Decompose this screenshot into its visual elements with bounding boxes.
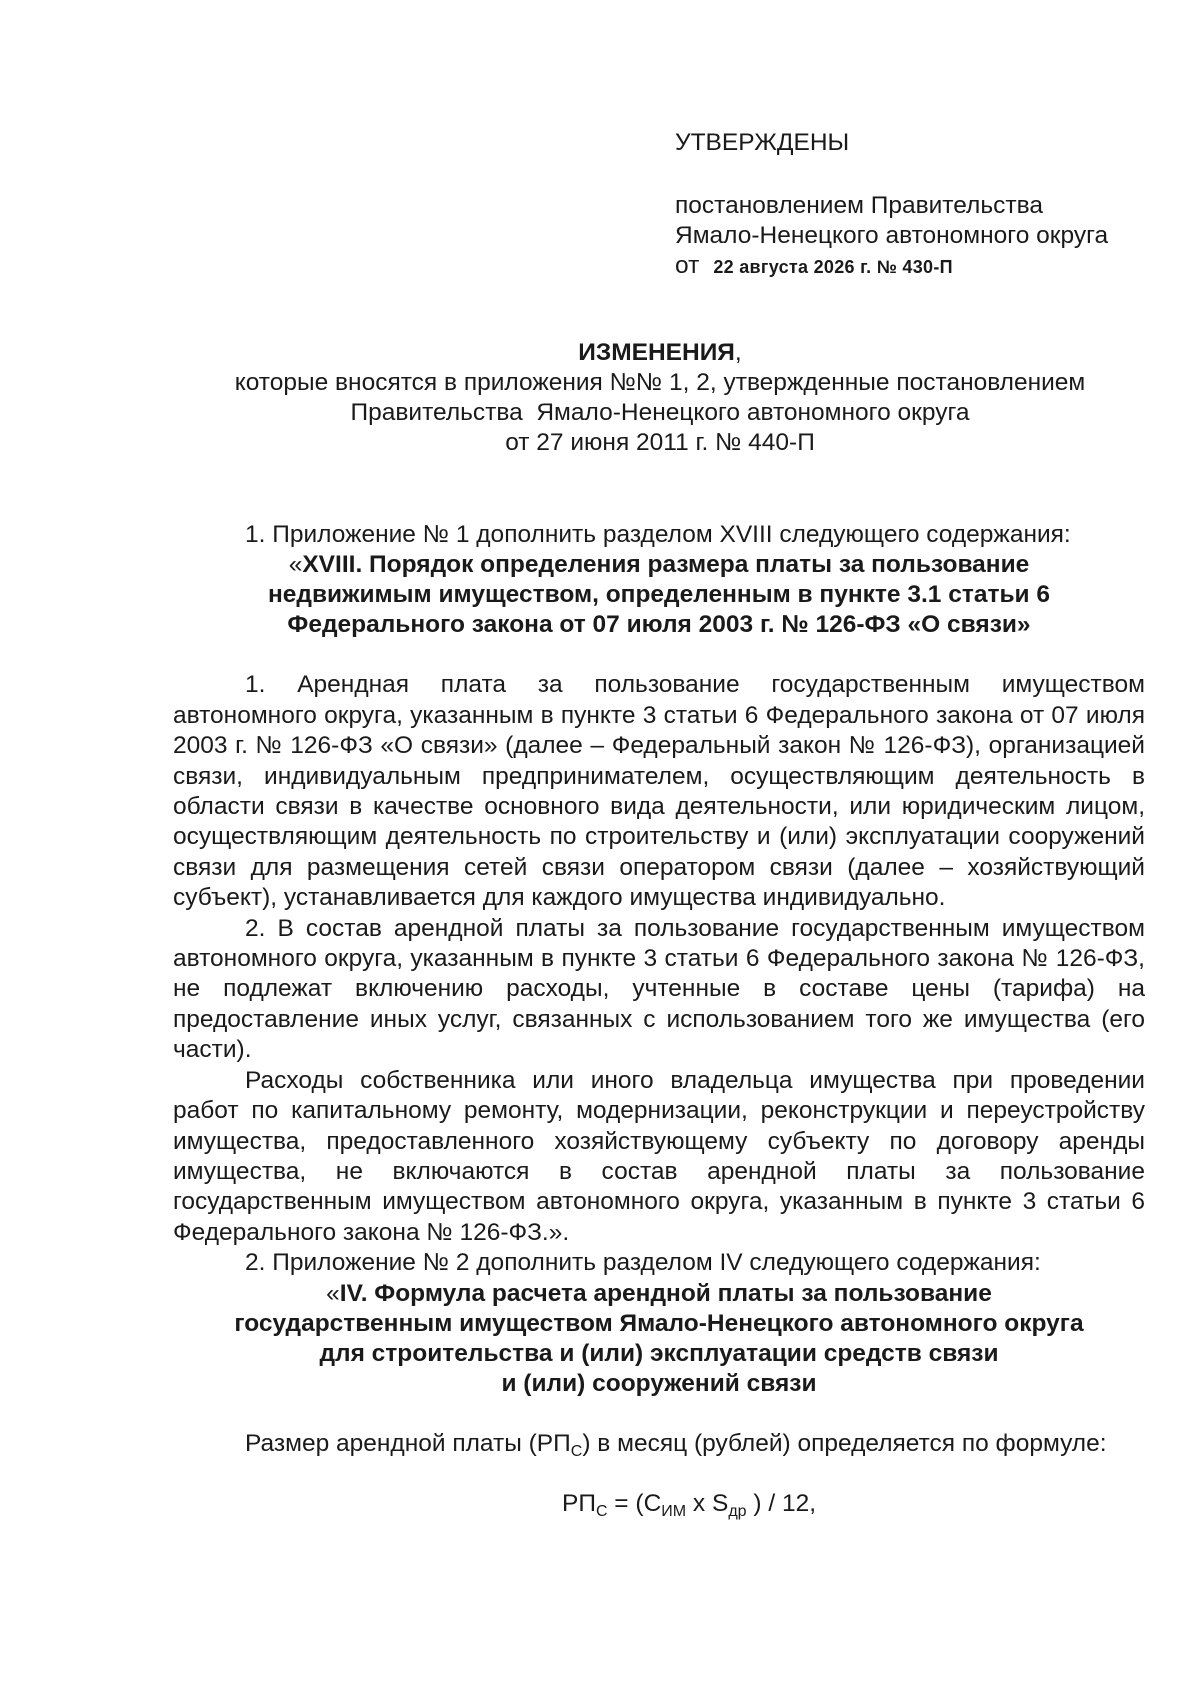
document-body [173, 520, 1145, 1519]
section-iv-heading-line-1-text: IV. Формула расчета арендной платы за пользование [339, 1279, 992, 1307]
item-2-paragraph-1 [173, 1429, 1145, 1459]
item-2-intro: 2. Приложение № 2 дополнить разделом IV следующего содержания: [245, 1249, 1041, 1277]
item-2-p1-sub: С [570, 1442, 583, 1460]
formula-eq: = (С [607, 1489, 662, 1517]
document-title-text: ИЗМЕНЕНИЯ [578, 339, 735, 366]
approval-date-prefix: от [675, 252, 700, 279]
section-xviii-heading-line-2: недвижимым имуществом, определенным в пункте 3.1 статьи 6 [267, 581, 1050, 609]
approval-line-2: Ямало-Ненецкого автономного округа [675, 222, 1109, 249]
approval-date-stamp: 22 августа 2026 г. № 430-П [713, 257, 953, 277]
approval-line-1: постановлением Правительства [675, 192, 1043, 219]
approval-date-line [675, 251, 1175, 282]
spacer [173, 640, 1145, 670]
formula-times: х S [686, 1489, 729, 1517]
rent-formula [173, 1489, 1145, 1519]
formula-c-sub: ИМ [661, 1502, 687, 1520]
title-subline-3: от 27 июня 2011 г. № 440-П [505, 429, 815, 456]
section-iv-heading-line-4: и (или) сооружений связи [501, 1369, 817, 1397]
document-title [165, 338, 1155, 368]
section-xviii-heading [173, 550, 1145, 640]
document-title-suffix: , [734, 339, 742, 366]
item-1-paragraph-3: Расходы собственника или иного владельца имущества при проведении работ по капитальному ремонту, модернизации, реконструкции и переустройству имущества, предоставленного хозяйствующему субъекту по договору аренды имущества, не включаются в состав арендной платы за пользование государственным имуществом автономного округа, указанным в пункте 3 статьи 6 Федерального закона № 126-ФЗ.». [173, 1066, 1145, 1246]
section-iv-heading-line-1 [173, 1279, 1145, 1309]
spacer [173, 1399, 1145, 1429]
section-xviii-heading-line-1-text: XVIII. Порядок определения размера платы за пользование [302, 551, 1030, 579]
title-block [165, 338, 1155, 458]
section-iv-heading-line-2: государственным имуществом Ямало-Ненецкого автономного округа [234, 1309, 1084, 1337]
section-iv-heading-line-3: для строительства и (или) эксплуатации средств связи [319, 1339, 999, 1367]
title-subline-1: которые вносятся в приложения №№ 1, 2, утвержденные постановлением [234, 369, 1086, 396]
section-iv-heading [173, 1279, 1145, 1399]
title-subline-2: Правительства Ямало-Ненецкого автономного округа [350, 399, 970, 426]
item-1-paragraph-2: 2. В состав арендной платы за пользование государственным имуществом автономного округа, указанным в пункте 3 статьи 6 Федерального закона № 126-ФЗ, не подлежат включению расходы, учтенные в составе цены (тарифа) на предоставление иных услуг, связанных с использованием того же имущества (его части). [173, 914, 1145, 1064]
item-1-intro: 1. Приложение № 1 дополнить разделом XVIII следующего содержания: [245, 521, 1071, 548]
section-xviii-open-quote: « [288, 551, 303, 579]
section-xviii-heading-line-1 [173, 550, 1145, 580]
item-1-paragraph-1: 1. Арендная плата за пользование государственным имуществом автономного округа, указанным в пункте 3 статьи 6 Федерального закона от 07 июля 2003 г. № 126-ФЗ «О связи» (далее – Федеральный закон № 126-ФЗ), организацией связи, индивидуальным предпринимателем, осуществляющим деятельность в области связи в качестве основного вида деятельности, или юридическим лицом, осуществляющим деятельность по строительству и (или) эксплуатации сооружений связи для размещения сетей связи оператором связи (далее – хозяйствующий субъект), устанавливается для каждого имущества индивидуально. [173, 671, 1145, 912]
formula-tail: ) / 12, [746, 1489, 817, 1517]
formula-lhs-sub: С [595, 1502, 608, 1520]
spacer [173, 1459, 1145, 1489]
formula-s-sub: др [728, 1502, 747, 1520]
approval-block [675, 128, 1175, 282]
section-iv-open-quote: « [326, 1279, 340, 1307]
approval-heading: УТВЕРЖДЕНЫ [675, 129, 850, 156]
item-2-p1-after: ) в месяц (рублей) определяется по формуле: [582, 1429, 1107, 1457]
item-2-p1-before: Размер арендной платы (РП [245, 1429, 571, 1457]
section-xviii-heading-line-3: Федерального закона от 07 июля 2003 г. № 126-ФЗ «О связи» [287, 611, 1031, 639]
formula-lhs: РП [561, 1489, 596, 1517]
